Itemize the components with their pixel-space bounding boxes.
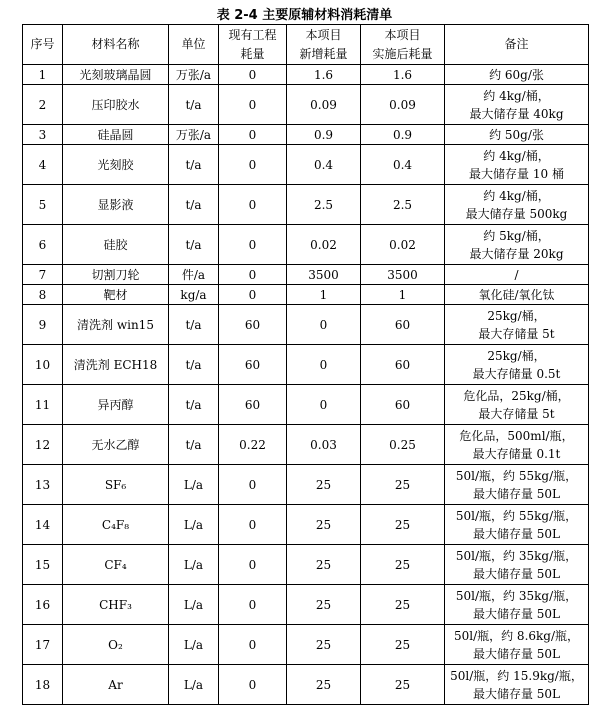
note-line: 约 5kg/桶，	[483, 228, 550, 243]
cell-new-add: 0.02	[287, 225, 361, 265]
cell-unit: kg/a	[169, 285, 219, 305]
table-row	[23, 285, 589, 305]
note-line: /	[514, 267, 519, 282]
table-row	[23, 305, 589, 345]
cell-no: 15	[23, 545, 63, 585]
cell-no: 4	[23, 145, 63, 185]
cell-note	[445, 425, 589, 465]
cell-name: Ar	[63, 665, 169, 705]
table-row	[23, 145, 589, 185]
note-line: 最大储存量 50L	[472, 486, 561, 501]
cell-new-add: 2.5	[287, 185, 361, 225]
note-line: 最大存储量 0.1t	[472, 446, 561, 461]
cell-note	[445, 585, 589, 625]
note-line: 最大储存量 50L	[472, 646, 561, 661]
table-header-row	[23, 25, 589, 65]
note-line: 最大储存量 10 桶	[469, 166, 564, 181]
materials-table	[22, 24, 589, 705]
note-line: 25kg/桶，	[487, 348, 546, 363]
cell-no: 6	[23, 225, 63, 265]
cell-no: 17	[23, 625, 63, 665]
cell-after: 3500	[361, 265, 445, 285]
cell-no: 3	[23, 125, 63, 145]
note-line: 约 4kg/桶，	[483, 88, 550, 103]
cell-no: 13	[23, 465, 63, 505]
cell-unit: 万张/a	[169, 65, 219, 85]
cell-note	[445, 665, 589, 705]
table-caption: 表 2-4 主要原辅材料消耗清单	[216, 8, 393, 23]
cell-after: 60	[361, 385, 445, 425]
cell-note	[445, 545, 589, 585]
cell-name: O₂	[63, 625, 169, 665]
cell-after: 2.5	[361, 185, 445, 225]
cell-after: 60	[361, 305, 445, 345]
cell-after: 0.9	[361, 125, 445, 145]
header-existing	[219, 25, 287, 65]
cell-unit: t/a	[169, 385, 219, 425]
cell-existing: 0	[219, 265, 287, 285]
cell-new-add: 1	[287, 285, 361, 305]
cell-after: 0.4	[361, 145, 445, 185]
cell-no: 8	[23, 285, 63, 305]
cell-note	[445, 225, 589, 265]
cell-existing: 0	[219, 665, 287, 705]
cell-name: 光刻玻璃晶圆	[63, 65, 169, 85]
note-line: 50l/瓶，约 55kg/瓶，	[455, 468, 578, 483]
cell-existing: 60	[219, 345, 287, 385]
cell-unit: L/a	[169, 585, 219, 625]
cell-existing: 0	[219, 85, 287, 125]
cell-no: 16	[23, 585, 63, 625]
cell-existing: 0	[219, 545, 287, 585]
note-line: 最大存储量 0.5t	[472, 366, 561, 381]
cell-after: 25	[361, 665, 445, 705]
cell-name: 硅晶圆	[63, 125, 169, 145]
header-after-line1: 本项目	[384, 27, 421, 42]
cell-name: 清洗剂 win15	[63, 305, 169, 345]
cell-existing: 0.22	[219, 425, 287, 465]
note-line: 最大存储量 5t	[478, 406, 555, 421]
note-line: 约 4kg/桶，	[483, 188, 550, 203]
cell-note	[445, 345, 589, 385]
note-line: 最大储存量 50L	[472, 606, 561, 621]
cell-note	[445, 505, 589, 545]
cell-existing: 0	[219, 185, 287, 225]
note-line: 50l/瓶，约 8.6kg/瓶，	[453, 628, 580, 643]
cell-after: 60	[361, 345, 445, 385]
header-unit: 单位	[169, 25, 219, 65]
note-line: 危化品，500ml/瓶，	[459, 428, 574, 443]
table-row	[23, 265, 589, 285]
note-line: 氧化硅/氧化钛	[478, 287, 555, 302]
header-name: 材料名称	[63, 25, 169, 65]
cell-new-add: 25	[287, 505, 361, 545]
cell-after: 0.09	[361, 85, 445, 125]
note-line: 最大储存量 50L	[472, 686, 561, 701]
cell-note	[445, 285, 589, 305]
cell-name: 切割刀轮	[63, 265, 169, 285]
header-note: 备注	[445, 25, 589, 65]
cell-unit: 万张/a	[169, 125, 219, 145]
cell-note	[445, 85, 589, 125]
note-line: 50l/瓶，约 35kg/瓶，	[455, 588, 578, 603]
cell-existing: 0	[219, 625, 287, 665]
cell-name: C₄F₈	[63, 505, 169, 545]
header-existing-line2: 耗量	[240, 46, 265, 61]
header-after	[361, 25, 445, 65]
cell-existing: 0	[219, 145, 287, 185]
note-line: 25kg/桶，	[487, 308, 546, 323]
cell-after: 25	[361, 585, 445, 625]
cell-unit: L/a	[169, 465, 219, 505]
table-row	[23, 65, 589, 85]
cell-note	[445, 145, 589, 185]
table-body	[23, 65, 589, 705]
cell-new-add: 25	[287, 545, 361, 585]
cell-existing: 0	[219, 505, 287, 545]
cell-name: 异丙醇	[63, 385, 169, 425]
table-row	[23, 225, 589, 265]
cell-name: CF₄	[63, 545, 169, 585]
cell-unit: L/a	[169, 665, 219, 705]
cell-new-add: 25	[287, 665, 361, 705]
cell-unit: t/a	[169, 225, 219, 265]
table-row	[23, 585, 589, 625]
header-after-line2: 实施后耗量	[372, 46, 433, 61]
cell-no: 9	[23, 305, 63, 345]
cell-name: SF₆	[63, 465, 169, 505]
cell-new-add: 25	[287, 625, 361, 665]
table-row	[23, 85, 589, 125]
cell-new-add: 25	[287, 585, 361, 625]
cell-no: 14	[23, 505, 63, 545]
cell-name: 硅胶	[63, 225, 169, 265]
cell-after: 25	[361, 505, 445, 545]
cell-no: 7	[23, 265, 63, 285]
cell-name: 压印胶水	[63, 85, 169, 125]
note-line: 50l/瓶，约 35kg/瓶，	[455, 548, 578, 563]
cell-after: 1	[361, 285, 445, 305]
cell-unit: t/a	[169, 85, 219, 125]
note-line: 最大储存量 500kg	[465, 206, 568, 221]
note-line: 最大储存量 20kg	[469, 246, 564, 261]
cell-note	[445, 305, 589, 345]
table-row	[23, 185, 589, 225]
cell-after: 25	[361, 545, 445, 585]
header-existing-line1: 现有工程	[228, 27, 277, 42]
cell-new-add: 0	[287, 305, 361, 345]
cell-new-add: 0.09	[287, 85, 361, 125]
cell-existing: 0	[219, 225, 287, 265]
cell-new-add: 0.4	[287, 145, 361, 185]
cell-after: 0.25	[361, 425, 445, 465]
cell-name: 清洗剂 ECH18	[63, 345, 169, 385]
table-row	[23, 345, 589, 385]
header-no: 序号	[23, 25, 63, 65]
cell-note	[445, 65, 589, 85]
cell-existing: 60	[219, 305, 287, 345]
note-line: 最大储存量 50L	[472, 566, 561, 581]
header-new-add-line2: 新增耗量	[299, 46, 348, 61]
cell-name: 光刻胶	[63, 145, 169, 185]
cell-existing: 0	[219, 585, 287, 625]
cell-existing: 60	[219, 385, 287, 425]
cell-existing: 0	[219, 125, 287, 145]
cell-new-add: 0.03	[287, 425, 361, 465]
cell-unit: L/a	[169, 625, 219, 665]
note-line: 最大储存量 50L	[472, 526, 561, 541]
cell-no: 2	[23, 85, 63, 125]
note-line: 50l/瓶，约 55kg/瓶，	[455, 508, 578, 523]
cell-after: 0.02	[361, 225, 445, 265]
cell-new-add: 0.9	[287, 125, 361, 145]
cell-existing: 0	[219, 65, 287, 85]
header-new-add	[287, 25, 361, 65]
cell-unit: L/a	[169, 545, 219, 585]
cell-unit: t/a	[169, 345, 219, 385]
note-line: 约 4kg/桶，	[483, 148, 550, 163]
header-new-add-line1: 本项目	[305, 27, 342, 42]
table-row	[23, 425, 589, 465]
note-line: 约 60g/张	[489, 67, 544, 82]
cell-name: CHF₃	[63, 585, 169, 625]
cell-unit: t/a	[169, 305, 219, 345]
cell-new-add: 1.6	[287, 65, 361, 85]
cell-no: 5	[23, 185, 63, 225]
cell-unit: t/a	[169, 425, 219, 465]
cell-no: 18	[23, 665, 63, 705]
table-row	[23, 625, 589, 665]
table-row	[23, 505, 589, 545]
table-row	[23, 665, 589, 705]
note-line: 约 50g/张	[489, 127, 544, 142]
table-row	[23, 125, 589, 145]
cell-unit: 件/a	[169, 265, 219, 285]
cell-name: 无水乙醇	[63, 425, 169, 465]
cell-name: 显影液	[63, 185, 169, 225]
cell-existing: 0	[219, 465, 287, 505]
cell-no: 10	[23, 345, 63, 385]
cell-note	[445, 385, 589, 425]
cell-after: 1.6	[361, 65, 445, 85]
cell-new-add: 0	[287, 385, 361, 425]
cell-note	[445, 125, 589, 145]
note-line: 危化品，25kg/桶，	[463, 388, 570, 403]
cell-note	[445, 625, 589, 665]
cell-no: 11	[23, 385, 63, 425]
cell-after: 25	[361, 465, 445, 505]
cell-new-add: 0	[287, 345, 361, 385]
cell-unit: L/a	[169, 505, 219, 545]
cell-note	[445, 265, 589, 285]
note-line: 最大存储量 5t	[478, 326, 555, 341]
table-row	[23, 545, 589, 585]
cell-new-add: 25	[287, 465, 361, 505]
cell-name: 靶材	[63, 285, 169, 305]
cell-existing: 0	[219, 285, 287, 305]
cell-no: 1	[23, 65, 63, 85]
cell-no: 12	[23, 425, 63, 465]
cell-unit: t/a	[169, 185, 219, 225]
cell-new-add: 3500	[287, 265, 361, 285]
table-row	[23, 385, 589, 425]
table-row	[23, 465, 589, 505]
cell-unit: t/a	[169, 145, 219, 185]
cell-after: 25	[361, 625, 445, 665]
note-line: 最大储存量 40kg	[469, 106, 564, 121]
cell-note	[445, 465, 589, 505]
cell-note	[445, 185, 589, 225]
note-line: 50l/瓶，约 15.9kg/瓶，	[450, 668, 583, 683]
